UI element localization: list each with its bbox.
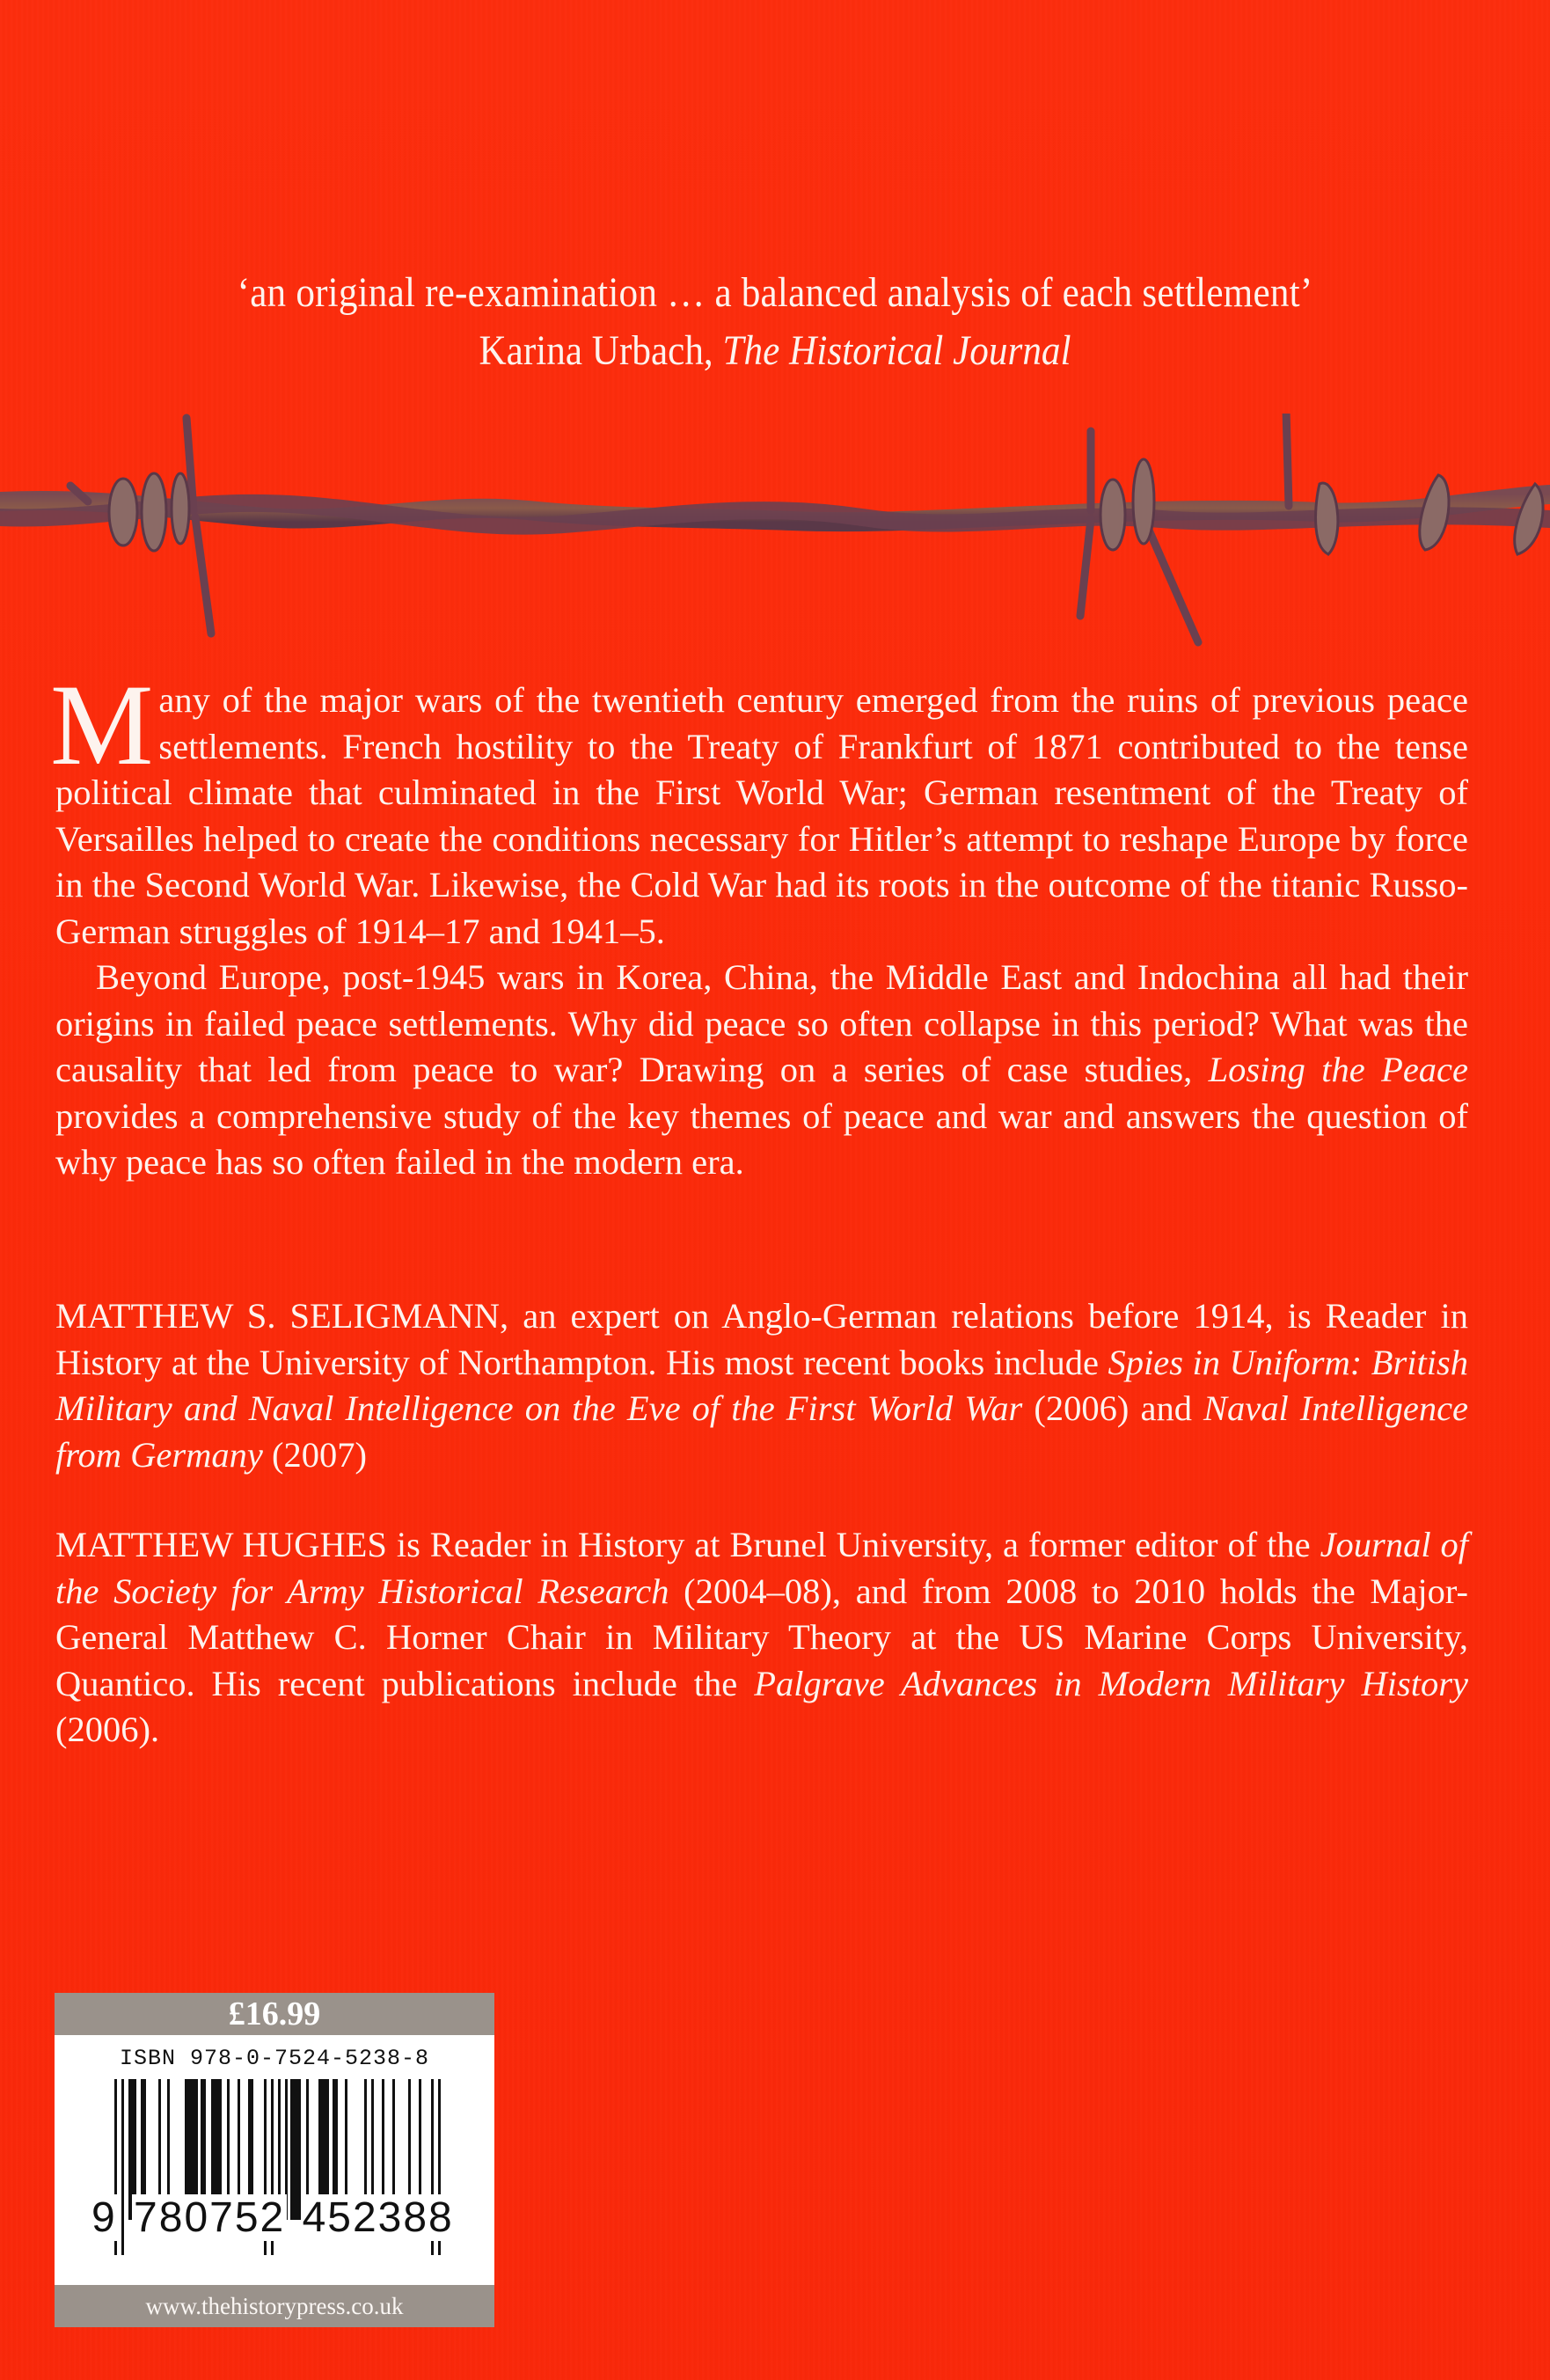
- book-title: Palgrave Advances in Modern Military History: [754, 1663, 1469, 1703]
- publisher-url: www.thehistorypress.co.uk: [55, 2285, 494, 2327]
- quote-text: ‘an original re-examination … a balanced analysis of each settlement’: [237, 269, 1313, 316]
- ean-digits: 9 780752 452388: [91, 2194, 454, 2241]
- quote-author: Karina Urbach,: [479, 327, 713, 374]
- author-name: MATTHEW S. SELIGMANN: [55, 1296, 501, 1336]
- blurb: [50, 660, 1468, 1186]
- book-title: Spies in Uniform: British Military and Naval Intelligence on the Eve of the First World War: [55, 1342, 1469, 1428]
- journal-title: Journal of the Society for Army Historical Research: [55, 1525, 1469, 1611]
- book-title: Losing the Peace: [1208, 1050, 1468, 1089]
- barcode-panel: [55, 1993, 494, 2327]
- review-quote: [0, 264, 1550, 380]
- drop-cap: M: [50, 660, 154, 789]
- isbn-label: ISBN 978-0-7524-5238-8: [119, 2046, 430, 2071]
- price-label: £16.99: [55, 1993, 494, 2035]
- blurb-paragraph-1: any of the major wars of the twentieth century emerged from the ruins of previous peace settlements. French hostility to the Treaty of Frankfurt of 1871 contributed to the tense political climate that culminated in the First World War; German resentment of the Treaty of Versailles helped to create the conditions necessary for Hitler’s attempt to reshape Europe by force in the Second World War. Likewise, the Cold War had its roots in the outcome of the titanic Russo-German struggles of 1914–17 and 1941–5.: [55, 680, 1468, 951]
- quote-attribution: [77, 322, 1473, 380]
- author-name: MATTHEW HUGHES: [55, 1525, 387, 1564]
- quote-source: The Historical Journal: [722, 327, 1071, 374]
- author-bio-hughes: MATTHEW HUGHES is Reader in History at Brunel University, a former editor of the Journal of the Society for Army Historical Research (2004–08), and from 2008 to 2010 holds the Major-General Matthew C. Horner Chair in Military Theory at the US Marine Corps University, Quantico. His recent publications include the Palgrave Advances in Modern Military History (2006).: [55, 1525, 1469, 1749]
- book-title: Naval Intelligence from Germany: [55, 1388, 1469, 1475]
- blurb-paragraph-2: Beyond Europe, post-1945 wars in Korea, China, the Middle East and Indochina all had their origins in failed peace settlements. Why did peace so often collapse in this period? What was the causality that led from peace to war? Drawing on a series of case studies, Losing the Peace provides a comprehensive study of the key themes of peace and war and answers the question of why peace has so often failed in the modern era.: [55, 957, 1468, 1182]
- barbed-wire-icon: [0, 414, 1550, 651]
- author-bio-seligmann: MATTHEW S. SELIGMANN, an expert on Anglo-German relations before 1914, is Reader in History at the University of Northampton. His most recent books include Spies in Uniform: British Military and Naval Intelligence on the Eve of the First World War (2006) and Naval Intelligence from Germany (2007): [55, 1296, 1469, 1475]
